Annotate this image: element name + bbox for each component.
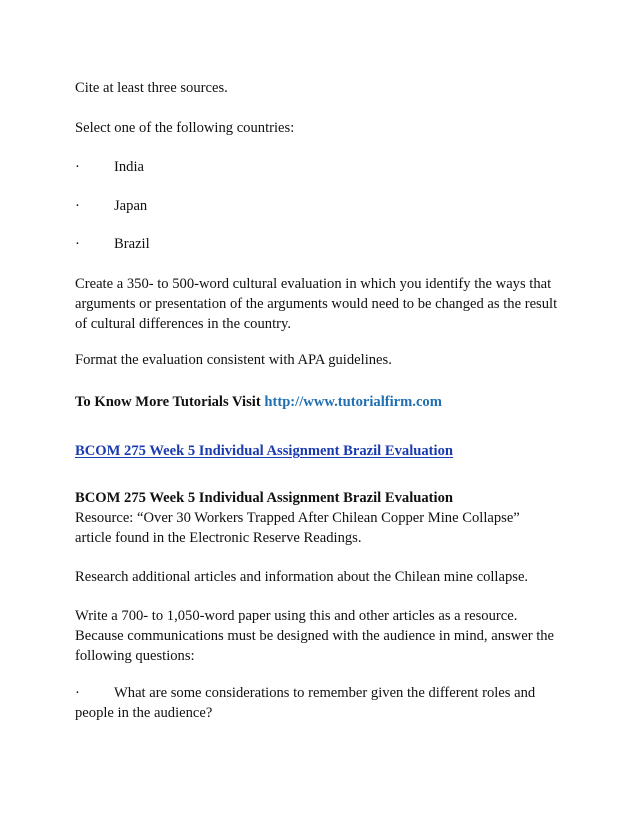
research-text: Research additional articles and information about the Chilean mine collapse. — [75, 569, 529, 585]
resource-paragraph — [75, 488, 565, 548]
write-line-3: following questions: — [75, 648, 195, 664]
create-line-2: arguments or presentation of the arguments would need to be changed as the result — [75, 296, 558, 312]
cite-sources-text: Cite at least three sources. — [75, 80, 228, 96]
question-line-2: people in the audience? — [75, 705, 213, 721]
resource-line-1: Resource: “Over 30 Workers Trapped After Chilean Copper Mine Collapse” — [75, 510, 520, 526]
resource-line-2: article found in the Electronic Reserve Readings. — [75, 530, 362, 546]
bullet-question: · — [75, 685, 80, 701]
select-country-text: Select one of the following countries: — [75, 120, 295, 136]
format-apa-text: Format the evaluation consistent with APA guidelines. — [75, 352, 392, 368]
write-paper-paragraph — [75, 606, 565, 666]
create-line-1: Create a 350- to 500-word cultural evaluation in which you identify the ways that — [75, 276, 552, 292]
country-india: India — [114, 159, 144, 175]
question-line-1: What are some considerations to remember given the different roles and — [114, 685, 536, 701]
create-evaluation-paragraph — [75, 274, 565, 334]
country-japan: Japan — [114, 198, 148, 214]
tutorial-url-link[interactable]: http://www.tutorialfirm.com — [264, 394, 442, 410]
tutorial-prefix: To Know More Tutorials Visit — [75, 394, 265, 410]
country-brazil: Brazil — [114, 236, 150, 252]
tutorial-line — [75, 392, 565, 412]
assignment-title-link[interactable]: BCOM 275 Week 5 Individual Assignment Brazil Evaluation — [75, 443, 454, 459]
bullet-japan: · — [75, 198, 80, 214]
write-line-2: Because communications must be designed with the audience in mind, answer the — [75, 628, 555, 644]
write-line-1: Write a 700- to 1,050-word paper using this and other articles as a resource. — [75, 608, 518, 624]
bullet-india: · — [75, 159, 80, 175]
assignment-title-line — [75, 441, 565, 461]
create-line-3: of cultural differences in the country. — [75, 316, 291, 332]
assignment-heading: BCOM 275 Week 5 Individual Assignment Brazil Evaluation — [75, 490, 454, 506]
bullet-brazil: · — [75, 236, 80, 252]
